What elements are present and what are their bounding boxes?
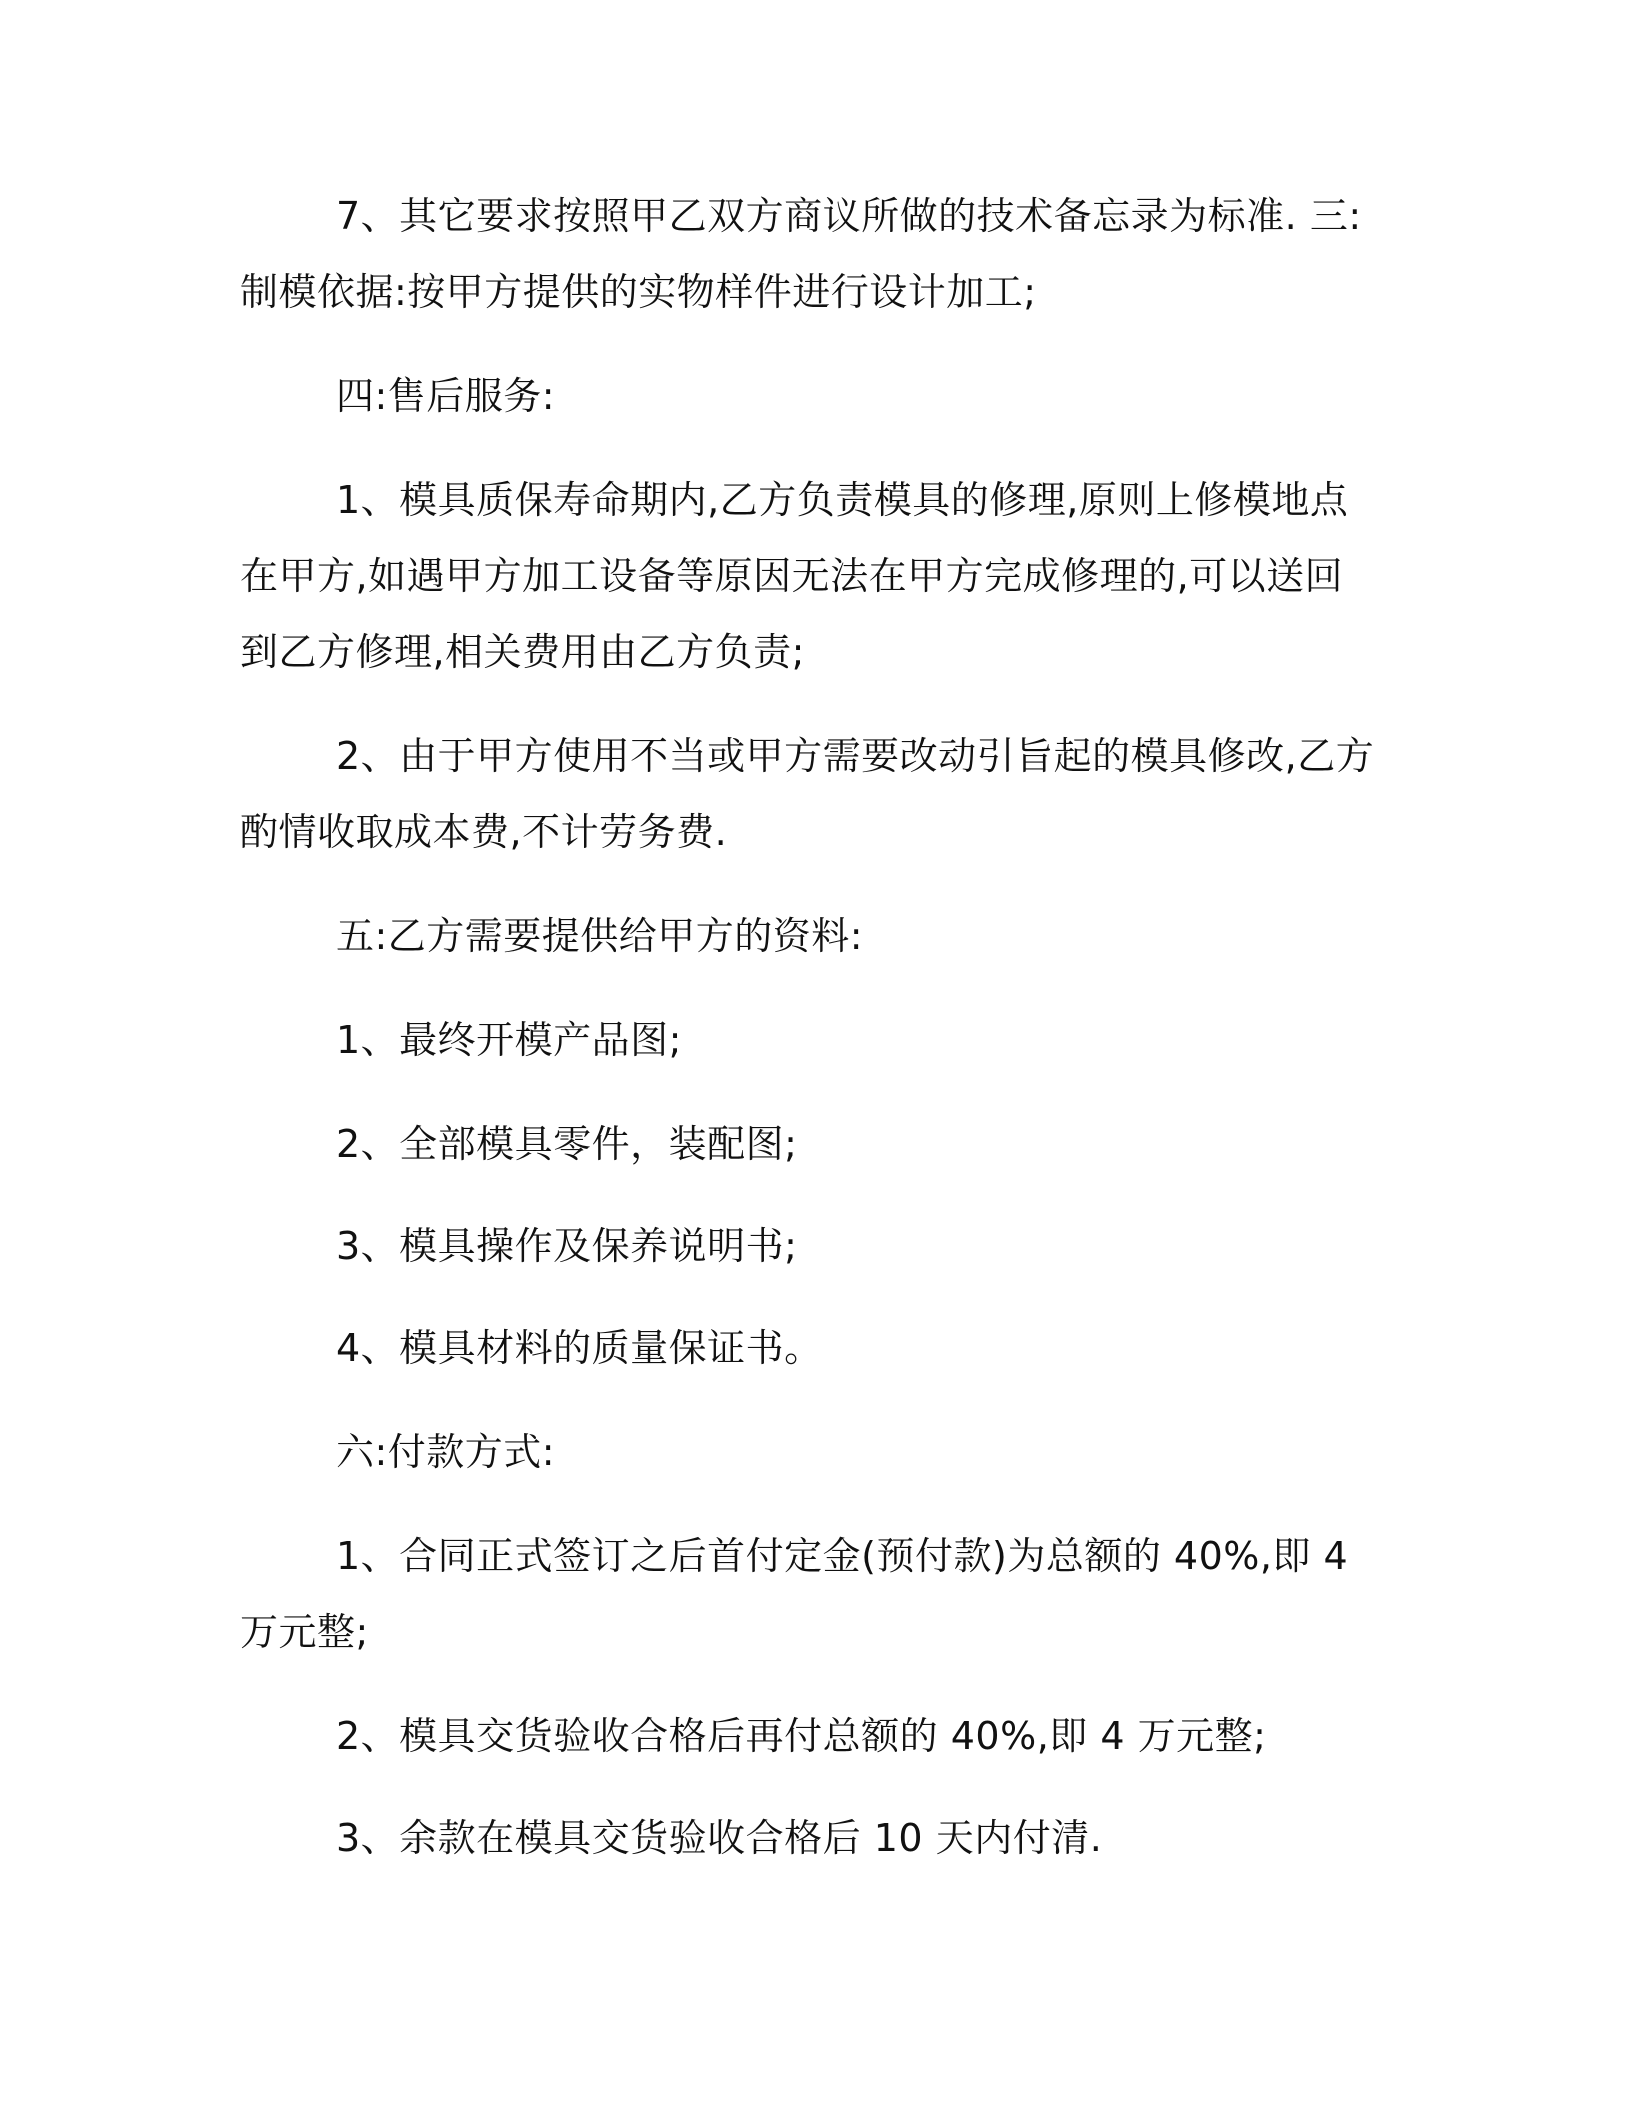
- list-item-quality-certificate: 4、模具材料的质量保证书。: [336, 1326, 823, 1370]
- payment-item-balance: 3、余款在模具交货验收合格后 10 天内付清.: [336, 1816, 1103, 1860]
- paragraph-7-other-requirements: 7、其它要求按照甲乙双方商议所做的技术备忘录为标准. 三:制模依据:按甲方提供的实物样件进行设计加工;: [240, 194, 1362, 314]
- payment-item-acceptance: 2、模具交货验收合格后再付总额的 40%,即 4 万元整;: [336, 1714, 1267, 1758]
- list-item-assembly-drawing: 2、全部模具零件，装配图;: [336, 1122, 798, 1166]
- heading-payment-method: 六:付款方式:: [336, 1430, 556, 1474]
- heading-after-sales-service: 四:售后服务:: [336, 374, 556, 418]
- list-item-product-drawing: 1、最终开模产品图;: [336, 1018, 682, 1062]
- paragraph-improper-use-cost: 2、由于甲方使用不当或甲方需要改动引旨起的模具修改,乙方酌情收取成本费,不计劳务费.: [240, 734, 1375, 854]
- list-item-operation-manual: 3、模具操作及保养说明书;: [336, 1224, 798, 1268]
- heading-materials-to-provide: 五:乙方需要提供给甲方的资料:: [336, 914, 864, 958]
- paragraph-warranty-repair: 1、模具质保寿命期内,乙方负责模具的修理,原则上修模地点在甲方,如遇甲方加工设备等原因无法在甲方完成修理的,可以送回到乙方修理,相关费用由乙方负责;: [240, 478, 1349, 674]
- payment-item-deposit: 1、合同正式签订之后首付定金(预付款)为总额的 40%,即 4 万元整;: [240, 1534, 1361, 1654]
